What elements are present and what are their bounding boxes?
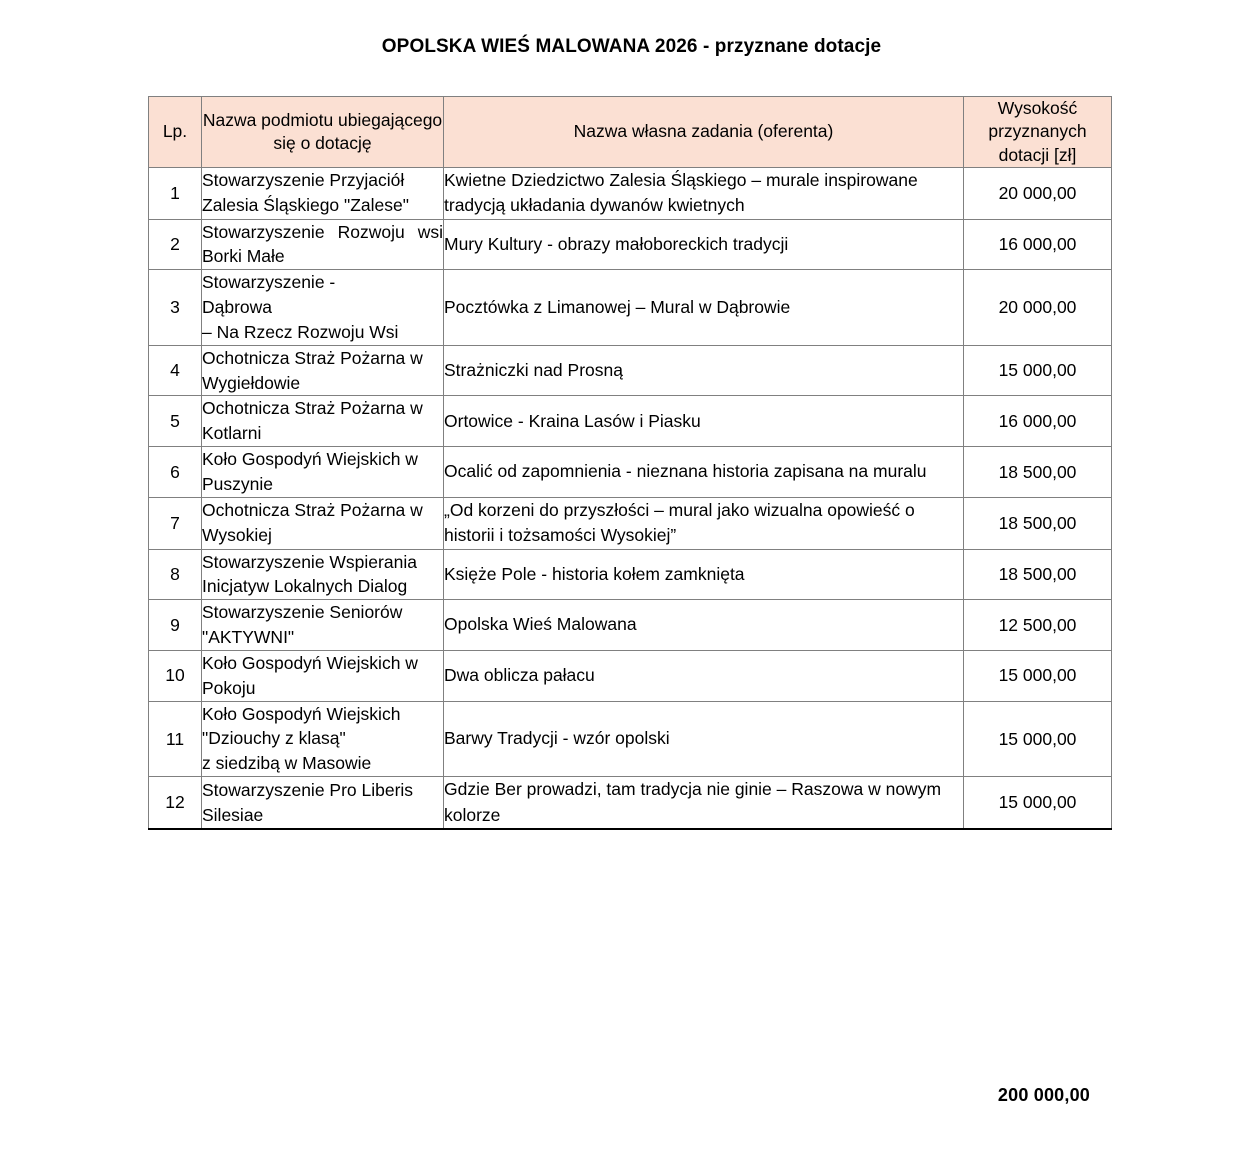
cell-task: Ocalić od zapomnienia - nieznana historia zapisana na muralu xyxy=(444,447,964,498)
cell-organization: Ochotnicza Straż Pożarna w Wysokiej xyxy=(202,497,444,549)
cell-task: Strażniczki nad Prosną xyxy=(444,345,964,396)
cell-organization: Ochotnicza Straż Pożarna w Kotlarni xyxy=(202,396,444,447)
table-header-row xyxy=(149,97,1112,168)
cell-lp: 6 xyxy=(149,447,202,498)
column-header-lp: Lp. xyxy=(149,97,202,168)
cell-task: Dwa oblicza pałacu xyxy=(444,650,964,701)
cell-task: Pocztówka z Limanowej – Mural w Dąbrowie xyxy=(444,270,964,346)
table-row xyxy=(149,600,1112,651)
table-row xyxy=(149,167,1112,219)
table-row xyxy=(149,549,1112,600)
cell-organization: Ochotnicza Straż Pożarna w Wygiełdowie xyxy=(202,345,444,396)
cell-amount: 18 500,00 xyxy=(964,549,1112,600)
table-row xyxy=(149,497,1112,549)
table-body xyxy=(149,167,1112,829)
table-row xyxy=(149,447,1112,498)
cell-amount: 15 000,00 xyxy=(964,345,1112,396)
cell-lp: 8 xyxy=(149,549,202,600)
cell-amount: 16 000,00 xyxy=(964,396,1112,447)
cell-organization: Stowarzyszenie - Dąbrowa – Na Rzecz Rozwoju Wsi xyxy=(202,270,444,346)
cell-amount: 12 500,00 xyxy=(964,600,1112,651)
cell-organization: Stowarzyszenie Seniorów "AKTYWNI" xyxy=(202,600,444,651)
table-row xyxy=(149,219,1112,270)
cell-lp: 2 xyxy=(149,219,202,270)
cell-organization: Koło Gospodyń Wiejskich w Puszynie xyxy=(202,447,444,498)
cell-amount: 15 000,00 xyxy=(964,777,1112,829)
cell-amount: 15 000,00 xyxy=(964,701,1112,777)
cell-lp: 12 xyxy=(149,777,202,829)
cell-organization: Stowarzyszenie Wspierania Inicjatyw Lokalnych Dialog xyxy=(202,549,444,600)
table-row xyxy=(149,701,1112,777)
cell-task: Mury Kultury - obrazy małoboreckich tradycji xyxy=(444,219,964,270)
cell-lp: 5 xyxy=(149,396,202,447)
column-header-task: Nazwa własna zadania (oferenta) xyxy=(444,97,964,168)
table-row xyxy=(149,345,1112,396)
cell-amount: 20 000,00 xyxy=(964,167,1112,219)
cell-task: Kwietne Dziedzictwo Zalesia Śląskiego – murale inspirowane tradycją układania dywanów kwietnych xyxy=(444,167,964,219)
cell-organization: Stowarzyszenie Pro Liberis Silesiae xyxy=(202,777,444,829)
table-row xyxy=(149,777,1112,829)
table-row xyxy=(149,650,1112,701)
cell-amount: 18 500,00 xyxy=(964,497,1112,549)
table-header xyxy=(149,97,1112,168)
total-amount: 200 000,00 xyxy=(997,1085,1090,1105)
grants-table xyxy=(148,96,1112,830)
cell-task: Księże Pole - historia kołem zamknięta xyxy=(444,549,964,600)
cell-task: Opolska Wieś Malowana xyxy=(444,600,964,651)
cell-task: Ortowice - Kraina Lasów i Piasku xyxy=(444,396,964,447)
column-header-amount: Wysokość przyznanych dotacji [zł] xyxy=(964,97,1112,168)
table-row xyxy=(149,396,1112,447)
cell-lp: 3 xyxy=(149,270,202,346)
column-header-organization: Nazwa podmiotu ubiegającego się o dotację xyxy=(202,97,444,168)
cell-amount: 20 000,00 xyxy=(964,270,1112,346)
page-title: OPOLSKA WIEŚ MALOWANA 2026 - przyznane dotacje xyxy=(381,36,882,57)
table-row xyxy=(149,270,1112,346)
cell-lp: 4 xyxy=(149,345,202,396)
cell-task: Gdzie Ber prowadzi, tam tradycja nie ginie – Raszowa w nowym kolorze xyxy=(444,777,964,829)
cell-lp: 1 xyxy=(149,167,202,219)
cell-task: „Od korzeni do przyszłości – mural jako wizualna opowieść o historii i tożsamości Wysokiej” xyxy=(444,497,964,549)
cell-lp: 10 xyxy=(149,650,202,701)
grants-table-container xyxy=(148,96,1107,830)
cell-organization: Stowarzyszenie Rozwoju wsi Borki Małe xyxy=(202,219,444,270)
cell-organization: Koło Gospodyń Wiejskich "Dziouchy z klasą" z siedzibą w Masowie xyxy=(202,701,444,777)
cell-lp: 7 xyxy=(149,497,202,549)
cell-task: Barwy Tradycji - wzór opolski xyxy=(444,701,964,777)
cell-amount: 16 000,00 xyxy=(964,219,1112,270)
cell-organization: Koło Gospodyń Wiejskich w Pokoju xyxy=(202,650,444,701)
cell-amount: 15 000,00 xyxy=(964,650,1112,701)
cell-organization: Stowarzyszenie Przyjaciół Zalesia Śląskiego "Zalese" xyxy=(202,167,444,219)
cell-lp: 11 xyxy=(149,701,202,777)
cell-amount: 18 500,00 xyxy=(964,447,1112,498)
cell-lp: 9 xyxy=(149,600,202,651)
